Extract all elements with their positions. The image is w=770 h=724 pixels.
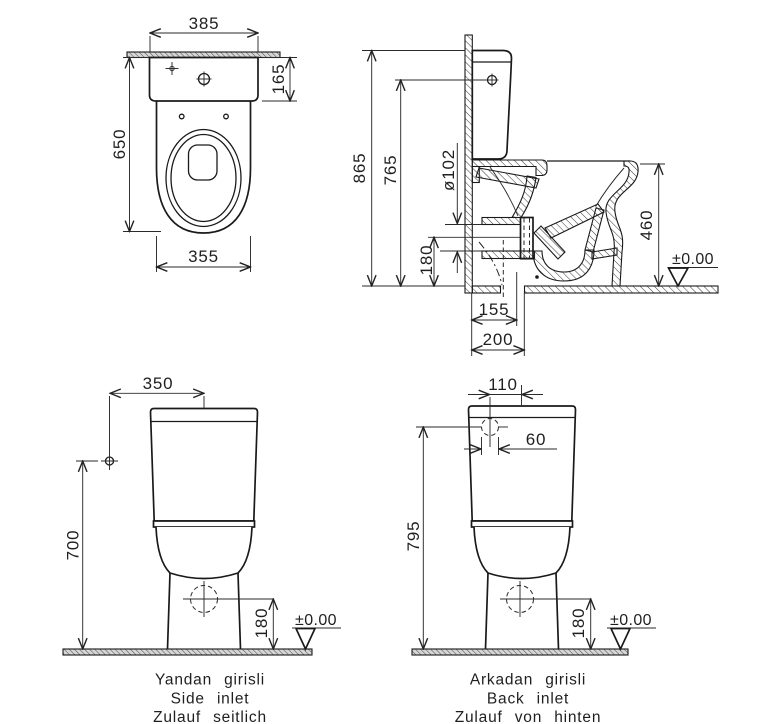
dim-label: ø102 — [439, 149, 458, 191]
datum-label: ±0.00 — [295, 612, 337, 629]
tank-joint — [154, 521, 255, 527]
dim-label: 165 — [269, 63, 288, 95]
cistern-section — [472, 51, 511, 160]
floor-section-left — [472, 286, 500, 293]
dim-label: 795 — [404, 520, 423, 552]
dim-label: 865 — [350, 152, 369, 184]
caption-turkish: Yandan girisli — [154, 671, 266, 689]
cistern — [151, 409, 258, 522]
dim-label: 650 — [110, 128, 129, 160]
floor-section-right — [525, 286, 719, 293]
dim-label: 385 — [188, 14, 220, 33]
tank-joint — [472, 521, 573, 527]
bowl — [474, 527, 570, 579]
dim-label: 110 — [488, 375, 518, 394]
dim-label: 700 — [63, 529, 83, 561]
dim-label: 460 — [637, 209, 656, 241]
dim-label: 765 — [381, 154, 400, 186]
dim-label: 200 — [482, 330, 514, 349]
bowl-outline — [157, 101, 251, 233]
dim-label: 60 — [525, 430, 547, 449]
dim-label: 155 — [478, 300, 510, 319]
cistern — [469, 406, 576, 521]
dim-label: 180 — [252, 607, 271, 639]
caption-german: Zulauf von hinten — [454, 709, 602, 724]
fixing-dot — [535, 275, 539, 279]
dim-label: 350 — [142, 374, 174, 393]
caption-german: Zulauf seitlich — [153, 709, 267, 724]
caption-english: Side inlet — [170, 690, 250, 708]
dim-label: 180 — [417, 244, 436, 276]
wall-section — [465, 35, 472, 293]
datum-label: ±0.00 — [672, 251, 714, 268]
dim-label: 180 — [569, 607, 588, 639]
datum-label: ±0.00 — [610, 612, 652, 629]
caption-turkish: Arkadan girisli — [469, 671, 587, 689]
bowl — [156, 527, 252, 579]
dim-label: 355 — [188, 247, 219, 266]
floor-hatch — [63, 649, 312, 655]
floor-hatch — [412, 649, 628, 655]
caption-english: Back inlet — [486, 690, 570, 708]
